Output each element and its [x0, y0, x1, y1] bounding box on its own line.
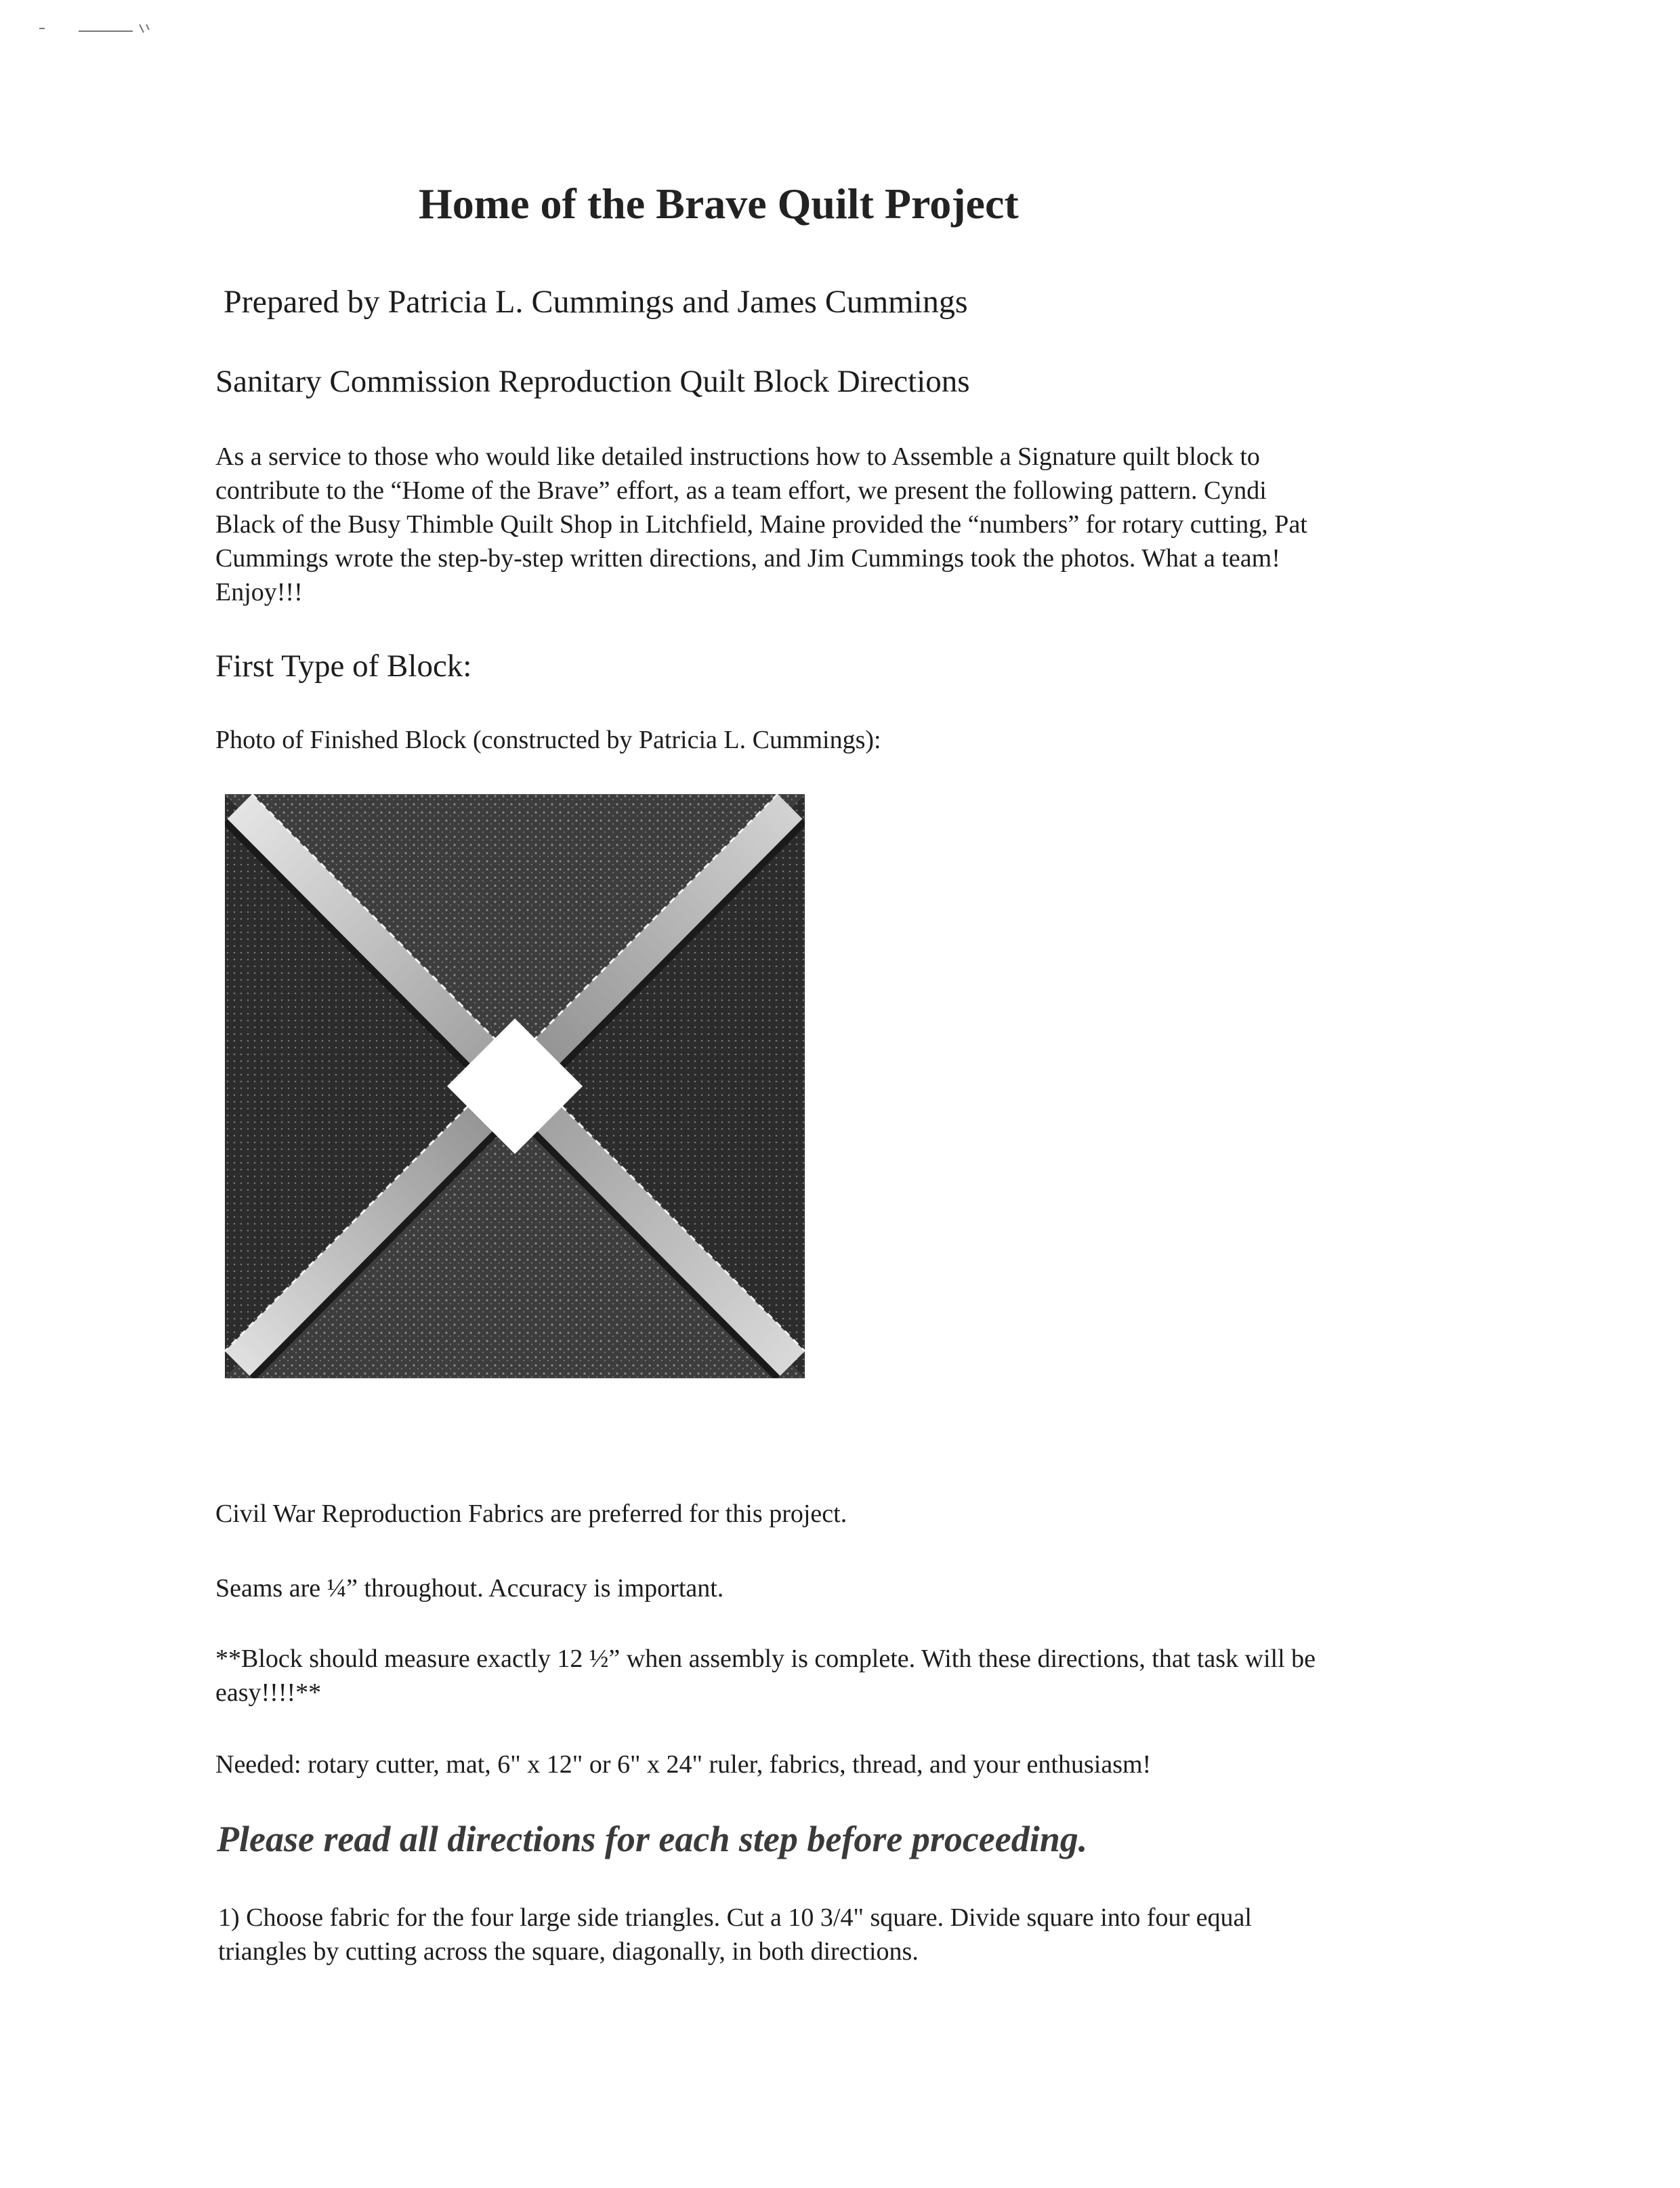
prepared-by-line: Prepared by Patricia L. Cummings and James Cummings — [224, 284, 968, 320]
finished-quilt-block-photo — [225, 794, 805, 1378]
fabrics-note: Civil War Reproduction Fabrics are preferred for this project. — [215, 1500, 847, 1528]
intro-line: contribute to the “Home of the Brave” effort, as a team effort, we present the following pattern. Cyndi — [215, 476, 1267, 505]
step-line: triangles by cutting across the square, diagonally, in both directions. — [218, 1937, 919, 1966]
intro-line: As a service to those who would like detailed instructions how to Assemble a Signature quilt block to — [215, 442, 1260, 471]
seams-note: Seams are ¼” throughout. Accuracy is important. — [215, 1574, 724, 1603]
read-directions-notice: Please read all directions for each step before proceeding. — [217, 1819, 1088, 1859]
measure-line: easy!!!!** — [215, 1678, 322, 1707]
intro-line: Enjoy!!! — [215, 578, 303, 606]
needed-supplies: Needed: rotary cutter, mat, 6" x 12" or 6" x 24" ruler, fabrics, thread, and your enthusiasm! — [215, 1750, 1152, 1779]
photo-caption: Photo of Finished Block (constructed by Patricia L. Cummings): — [215, 726, 881, 754]
intro-line: Black of the Busy Thimble Quilt Shop in Litchfield, Maine provided the “numbers” for rotary cutting, Pat — [215, 510, 1307, 539]
step-line: 1) Choose fabric for the four large side triangles. Cut a 10 3/4" square. Divide square into four equal — [218, 1903, 1252, 1932]
block-type-heading: First Type of Block: — [215, 648, 472, 684]
document-title: Home of the Brave Quilt Project — [419, 180, 1019, 228]
measure-line: **Block should measure exactly 12 ½” when assembly is complete. With these directions, that task will be — [215, 1645, 1316, 1673]
section-heading: Sanitary Commission Reproduction Quilt Block Directions — [215, 364, 970, 399]
scan-artifact-mark — [38, 20, 152, 37]
intro-line: Cummings wrote the step-by-step written directions, and Jim Cummings took the photos. What a team! — [215, 544, 1280, 573]
